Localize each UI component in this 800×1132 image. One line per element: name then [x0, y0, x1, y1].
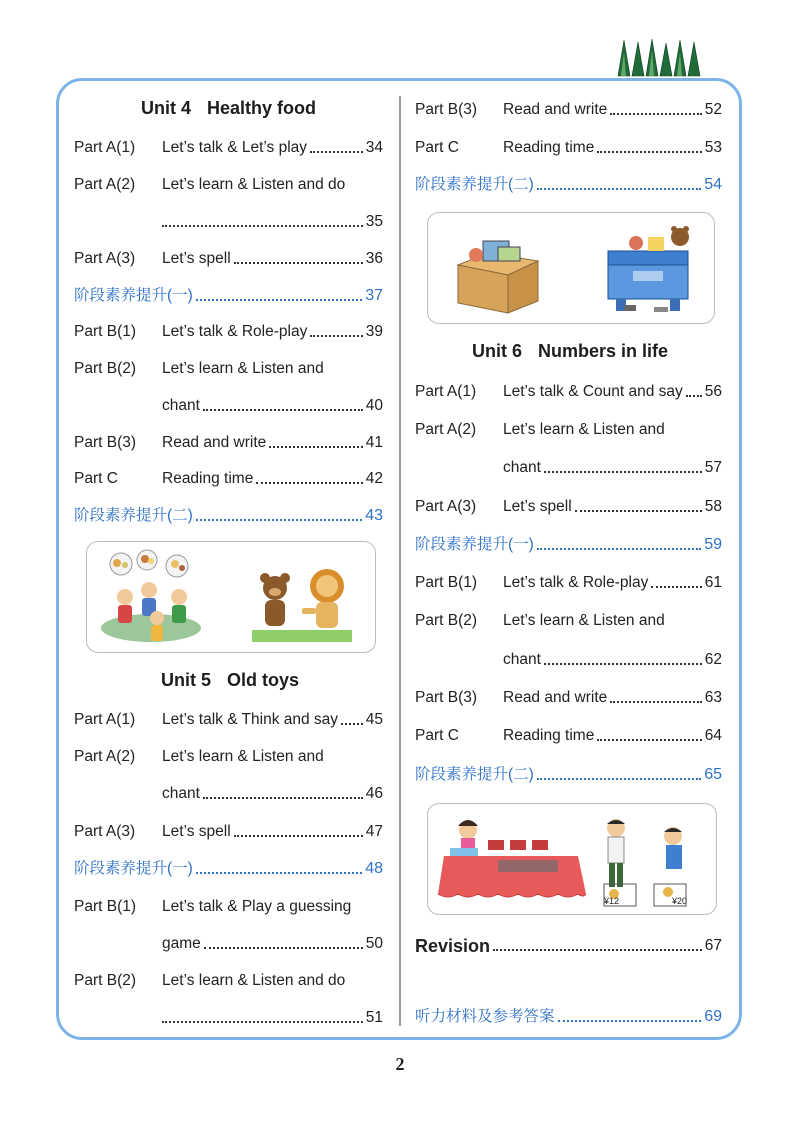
toc-entry[interactable]: [74, 134, 383, 158]
toc-entry[interactable]: [74, 893, 383, 917]
dot-leader: [310, 150, 363, 153]
page-number: 2: [395, 1054, 405, 1074]
page-ref: 47: [365, 823, 383, 840]
toc-entry[interactable]: [74, 818, 383, 842]
entry-title: Let’s spell: [162, 250, 231, 267]
entry-title: Let’s talk & Think and say: [162, 711, 339, 728]
unit5-title: Old toys: [227, 670, 300, 690]
part-label: Part A(1): [415, 383, 477, 400]
column-divider: [399, 96, 401, 1026]
part-label: Part B(3): [74, 434, 137, 451]
dot-leader: [269, 445, 362, 448]
toc-entry-cont[interactable]: [162, 392, 383, 416]
part-label: Part C: [74, 470, 118, 487]
toc-entry[interactable]: [415, 134, 722, 158]
part-label: Part B(1): [415, 574, 478, 591]
dot-leader: [544, 470, 702, 473]
page-ref: 51: [365, 1009, 383, 1026]
toc-entry[interactable]: [74, 171, 383, 195]
toc-entry-review[interactable]: [74, 855, 383, 879]
page-ref: 43: [365, 507, 383, 524]
part-label: Part C: [415, 727, 459, 744]
entry-title: Reading time: [162, 470, 254, 487]
toc-entry-revision[interactable]: [415, 932, 722, 956]
part-label: Part A(1): [74, 139, 136, 156]
toc-entry-review[interactable]: [415, 171, 722, 195]
dot-leader: [558, 1019, 702, 1022]
toc-entry[interactable]: [415, 378, 722, 402]
part-label: Part A(2): [74, 748, 136, 765]
dot-leader: [203, 796, 363, 799]
entry-title-cont: game: [162, 935, 201, 952]
dot-leader: [686, 394, 702, 397]
toc-entry[interactable]: [74, 967, 383, 991]
toc-entry-cont[interactable]: [162, 930, 383, 954]
entry-title: 阶段素养提升(二): [74, 507, 193, 524]
dot-leader: [341, 722, 363, 725]
entry-title: Let’s talk & Play a guessing: [162, 898, 352, 915]
entry-title: Let’s learn & Listen and do: [162, 972, 346, 989]
entry-title: 听力材料及参考答案: [415, 1008, 555, 1025]
page-ref: 36: [365, 250, 383, 267]
dot-leader: [162, 224, 363, 227]
entry-title: Let’s learn & Listen and: [503, 421, 665, 438]
price-tag-12: ¥12: [604, 896, 620, 906]
toc-entry[interactable]: [415, 722, 722, 746]
page-ref: 48: [365, 860, 383, 877]
numbers-in-life-illustration: [427, 803, 717, 915]
toc-entry[interactable]: [415, 96, 722, 120]
part-label: Part A(1): [74, 711, 136, 728]
part-label: Part B(3): [415, 101, 478, 118]
page-ref: 59: [704, 536, 722, 553]
page-ref: 67: [704, 937, 722, 954]
toc-entry-cont[interactable]: [162, 1004, 383, 1028]
dot-leader: [310, 334, 362, 337]
page-ref: 52: [704, 101, 722, 118]
toc-entry[interactable]: [415, 569, 722, 593]
entry-title: 阶段素养提升(二): [415, 766, 534, 783]
dot-leader: [493, 948, 702, 951]
part-label: Part A(3): [74, 250, 136, 267]
entry-title-cont: chant: [503, 651, 541, 668]
page-ref: 39: [365, 323, 383, 340]
page-ref: 64: [704, 727, 722, 744]
part-label: Part B(2): [415, 612, 478, 629]
entry-title: Let’s learn & Listen and do: [162, 176, 346, 193]
dot-leader: [537, 547, 701, 550]
dot-leader: [597, 150, 701, 153]
toc-entry-cont[interactable]: [503, 454, 722, 478]
page-ref: 58: [704, 498, 722, 515]
dot-leader: [537, 187, 701, 190]
page-ref: 65: [704, 766, 722, 783]
dot-leader: [537, 777, 701, 780]
page-ref: 41: [365, 434, 383, 451]
toc-entry[interactable]: [415, 416, 722, 440]
toc-entry[interactable]: [415, 493, 722, 517]
page-ref: 40: [365, 397, 383, 414]
dot-leader: [196, 298, 362, 301]
part-label: Part A(2): [74, 176, 136, 193]
entry-title: Reading time: [503, 139, 595, 156]
toc-entry-answers[interactable]: [415, 1003, 722, 1027]
toc-entry-cont[interactable]: [503, 646, 722, 670]
old-toys-illustration: [427, 212, 715, 324]
toc-entry-review[interactable]: [415, 531, 722, 555]
toc-entry[interactable]: [415, 684, 722, 708]
page-ref: 45: [365, 711, 383, 728]
dot-leader: [597, 738, 701, 741]
entry-title: Read and write: [162, 434, 267, 451]
price-tag-20: ¥20: [672, 896, 688, 906]
pine-trees-decoration: [612, 38, 712, 78]
dot-leader: [204, 946, 363, 949]
toc-entry-cont[interactable]: [162, 780, 383, 804]
dot-leader: [203, 408, 363, 411]
entry-title: Let’s spell: [162, 823, 231, 840]
entry-title: Let’s talk & Let’s play: [162, 139, 308, 156]
toc-entry-cont[interactable]: [162, 208, 383, 232]
part-label: Part B(3): [415, 689, 478, 706]
entry-title: 阶段素养提升(一): [74, 860, 193, 877]
entry-title: Read and write: [503, 101, 608, 118]
entry-title: Revision: [415, 936, 491, 956]
part-label: Part B(1): [74, 898, 137, 915]
page-ref: 35: [365, 213, 383, 230]
entry-title: Let’s learn & Listen and: [162, 360, 324, 377]
dot-leader: [162, 1020, 363, 1023]
entry-title: Let’s talk & Count and say: [503, 383, 683, 400]
page-ref: 63: [704, 689, 722, 706]
entry-title: Reading time: [503, 727, 595, 744]
dot-leader: [196, 518, 362, 521]
toc-entry-review[interactable]: [74, 282, 383, 306]
page-ref: 46: [365, 785, 383, 802]
unit4-number: Unit 4: [141, 98, 192, 118]
entry-title: Let’s talk & Role-play: [162, 323, 308, 340]
entry-title-cont: chant: [503, 459, 541, 476]
entry-title-cont: chant: [162, 785, 200, 802]
page-ref: 37: [365, 287, 383, 304]
page-ref: 62: [704, 651, 722, 668]
toc-entry[interactable]: [74, 318, 383, 342]
unit5-heading: [161, 670, 299, 691]
part-label: Part B(1): [74, 323, 137, 340]
toc-entry-review[interactable]: [74, 502, 383, 526]
toc-entry[interactable]: [74, 355, 383, 379]
page-ref: 57: [704, 459, 722, 476]
unit6-title: Numbers in life: [538, 341, 669, 361]
page-ref: 69: [704, 1008, 722, 1025]
unit4-heading: [141, 98, 316, 119]
entry-title: 阶段素养提升(一): [74, 287, 193, 304]
unit5-number: Unit 5: [161, 670, 212, 690]
entry-title-cont: chant: [162, 397, 200, 414]
part-label: Part A(3): [415, 498, 477, 515]
part-label: Part B(2): [74, 360, 137, 377]
dot-leader: [610, 700, 701, 703]
toc-entry[interactable]: [74, 429, 383, 453]
entry-title: 阶段素养提升(二): [415, 176, 534, 193]
entry-title: Let’s learn & Listen and: [503, 612, 665, 629]
dot-leader: [234, 834, 363, 837]
entry-title: 阶段素养提升(一): [415, 536, 534, 553]
entry-title: Let’s spell: [503, 498, 572, 515]
healthy-food-illustration: [86, 541, 376, 653]
dot-leader: [651, 585, 701, 588]
dot-leader: [575, 509, 702, 512]
dot-leader: [234, 261, 363, 264]
toc-entry[interactable]: [415, 607, 722, 631]
page-ref: 42: [365, 470, 383, 487]
dot-leader: [544, 662, 702, 665]
dot-leader: [256, 481, 362, 484]
toc-entry[interactable]: [74, 706, 383, 730]
part-label: Part C: [415, 139, 459, 156]
part-label: Part A(2): [415, 421, 477, 438]
toc-entry[interactable]: [74, 245, 383, 269]
entry-title: Let’s learn & Listen and: [162, 748, 324, 765]
page-ref: 34: [365, 139, 383, 156]
part-label: Part A(3): [74, 823, 136, 840]
page-ref: 54: [704, 176, 722, 193]
page-ref: 50: [365, 935, 383, 952]
unit4-title: Healthy food: [207, 98, 317, 118]
dot-leader: [610, 112, 701, 115]
dot-leader: [196, 871, 362, 874]
entry-title: Let’s talk & Role-play: [503, 574, 649, 591]
page-ref: 61: [704, 574, 722, 591]
page-ref: 56: [704, 383, 722, 400]
toc-entry[interactable]: [74, 743, 383, 767]
page-ref: 53: [704, 139, 722, 156]
entry-title: Read and write: [503, 689, 608, 706]
toc-entry[interactable]: [74, 465, 383, 489]
part-label: Part B(2): [74, 972, 137, 989]
unit6-number: Unit 6: [472, 341, 523, 361]
toc-entry-review[interactable]: [415, 761, 722, 785]
unit6-heading: [472, 341, 668, 362]
